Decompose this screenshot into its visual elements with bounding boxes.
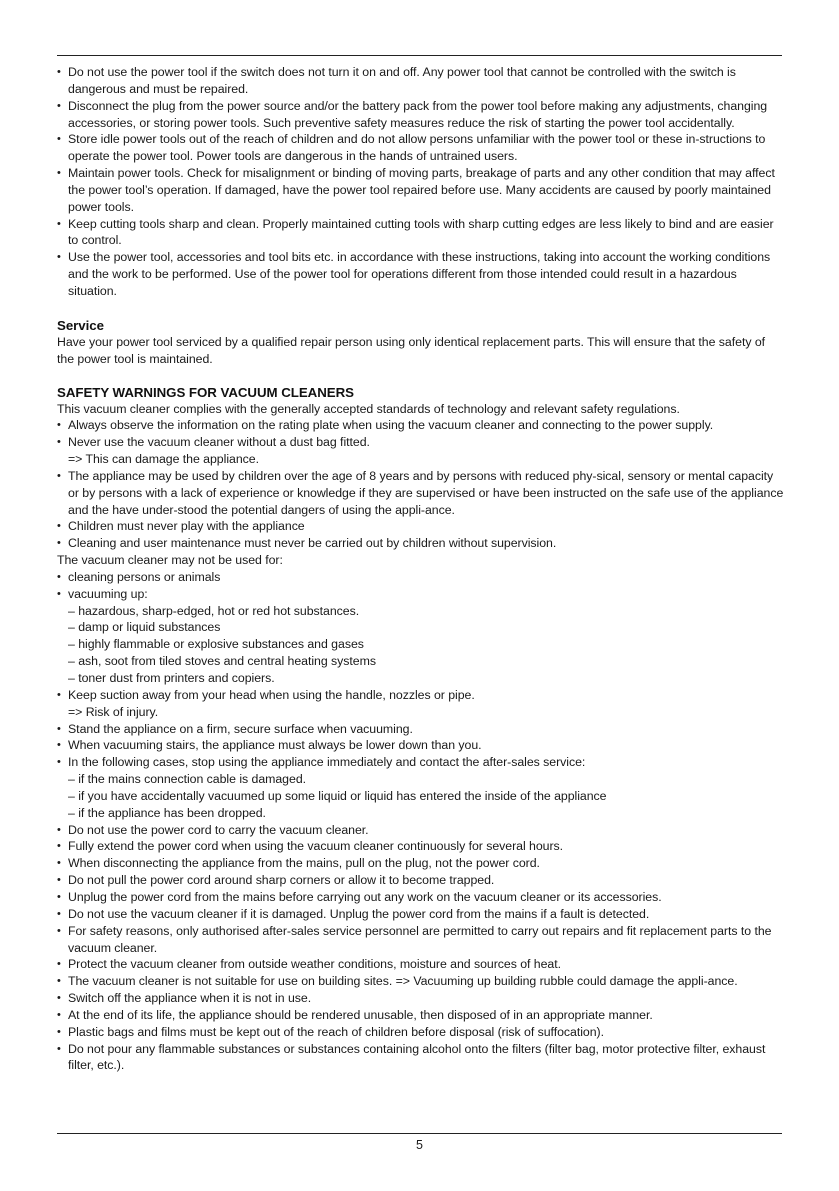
bullet-icon: • (57, 823, 61, 836)
bullet-icon: • (57, 469, 61, 482)
list-subitem: – if the mains connection cable is damaged. (68, 772, 307, 787)
list-item: • Unplug the power cord from the mains before carrying out any work on the vacuum cleaner or its accessories. (57, 889, 662, 904)
bullet-icon: • (57, 99, 61, 112)
bullet-icon: • (57, 924, 61, 937)
list-item: • The vacuum cleaner is not suitable for use on building sites. => Vacuuming up building rubble could damage the appli-ance. (57, 974, 738, 989)
list-item: • At the end of its life, the appliance should be rendered unusable, then disposed of in an appropriate manner. (57, 1007, 653, 1022)
vacuum-intro-paragraph: This vacuum cleaner complies with the generally accepted standards of technology and relevant safety regulations. (57, 401, 680, 416)
list-item: • In the following cases, stop using the appliance immediately and contact the after-sales service: (57, 755, 586, 770)
list-subitem: – if the appliance has been dropped. (68, 805, 266, 820)
list-subitem: – toner dust from printers and copiers. (68, 671, 275, 685)
list-item: • Never use the vacuum cleaner without a dust bag fitted. (57, 435, 370, 450)
bullet-icon: • (57, 1025, 61, 1038)
list-subitem: – hazardous, sharp-edged, hot or red hot substances. (68, 603, 360, 618)
list-item: • vacuuming up: (57, 586, 148, 601)
list-item: • Children must never play with the appliance (57, 519, 305, 534)
bullet-icon: • (57, 722, 61, 735)
bullet-icon: • (57, 133, 61, 146)
list-item: • cleaning persons or animals (57, 569, 221, 584)
list-item: • Do not use the power tool if the switch does not turn it on and off. Any power tool that cannot be controlled with the switch is dangerous and must be repaired. (57, 65, 736, 96)
vacuum-restrictions-list (57, 569, 785, 1074)
bullet-icon: • (57, 874, 61, 887)
bullet-icon: • (57, 992, 61, 1005)
bullet-icon: • (57, 756, 61, 769)
power-tool-safety-list (57, 64, 785, 300)
top-divider (57, 55, 782, 56)
list-subitem: – if you have accidentally vacuumed up some liquid or liquid has entered the inside of the appliance (68, 788, 607, 803)
bullet-icon: • (57, 537, 61, 550)
bullet-icon: • (57, 975, 61, 988)
list-item: • Do not pour any flammable substances or substances containing alcohol onto the filters (filter bag, motor protective filter, exhaust filter, etc.). (57, 1041, 766, 1073)
bullet-icon: • (57, 1042, 61, 1055)
list-item: • Protect the vacuum cleaner from outside weather conditions, moisture and sources of heat. (57, 957, 561, 972)
list-item: • Plastic bags and films must be kept out of the reach of children before disposal (risk of suffocation). (57, 1024, 604, 1039)
service-heading: Service (57, 317, 104, 333)
list-item: • Keep suction away from your head when using the handle, nozzles or pipe. (57, 687, 475, 702)
service-paragraph: Have your power tool serviced by a qualified repair person using only identical replacement parts. This will ensure that the safety of the power tool is maintained. (57, 334, 766, 366)
vacuum-safety-list (57, 417, 785, 552)
bullet-icon: • (57, 419, 61, 432)
list-subitem: => This can damage the appliance. (68, 452, 259, 467)
list-item: • Always observe the information on the rating plate when using the vacuum cleaner and connecting to the power supply. (57, 418, 714, 433)
bullet-icon: • (57, 857, 61, 870)
bullet-icon: • (57, 570, 61, 583)
bullet-icon: • (57, 217, 61, 230)
list-item: • Maintain power tools. Check for misalignment or binding of moving parts, breakage of parts and any other condition that may affect the power tool’s operation. If damaged, have the power tool repaired before use. Many accidents are caused by poorly maintained power tools. (57, 166, 775, 214)
list-item: • Do not pull the power cord around sharp corners or allow it to become trapped. (57, 873, 495, 888)
bullet-icon: • (57, 587, 61, 600)
list-item: • Disconnect the plug from the power source and/or the battery pack from the power tool before making any adjustments, changing accessories, or storing power tools. Such preventive safety measures reduce the risk of starting the power tool accidentally. (57, 98, 768, 130)
list-subitem: – highly flammable or explosive substances and gases (68, 637, 364, 652)
list-item: • Do not use the vacuum cleaner if it is damaged. Unplug the power cord from the mains if a fault is detected. (57, 906, 650, 921)
bullet-icon: • (57, 688, 61, 701)
list-item: • When disconnecting the appliance from the mains, pull on the plug, not the power cord. (57, 856, 540, 871)
list-item: • Use the power tool, accessories and tool bits etc. in accordance with these instructions, taking into account the working conditions and the work to be performed. Use of the power tool for operations different from those intended could result in a hazardous situation. (57, 250, 771, 298)
list-item: • Switch off the appliance when it is not in use. (57, 991, 312, 1006)
bullet-icon: • (57, 436, 61, 449)
bullet-icon: • (57, 958, 61, 971)
vacuum-safety-heading: SAFETY WARNINGS FOR VACUUM CLEANERS (57, 384, 354, 400)
bullet-icon: • (57, 66, 61, 78)
list-subitem: => Risk of injury. (68, 704, 159, 719)
list-item: • Do not use the power cord to carry the vacuum cleaner. (57, 822, 369, 837)
bullet-icon: • (57, 890, 61, 903)
list-item: • Keep cutting tools sharp and clean. Properly maintained cutting tools with sharp cutting edges are less likely to bind and are easier to control. (57, 216, 774, 248)
list-item: • When vacuuming stairs, the appliance must always be lower down than you. (57, 738, 482, 753)
list-subitem: – ash, soot from tiled stoves and central heating systems (68, 654, 376, 669)
bullet-icon: • (57, 520, 61, 533)
page-content (57, 64, 785, 1074)
bullet-icon: • (57, 739, 61, 752)
list-subitem: – damp or liquid substances (68, 620, 221, 635)
page-number: 5 (416, 1138, 423, 1152)
bottom-divider (57, 1133, 782, 1134)
list-item: • Fully extend the power cord when using the vacuum cleaner continuously for several hours. (57, 839, 564, 854)
list-item: • Cleaning and user maintenance must never be carried out by children without supervision. (57, 536, 557, 551)
list-item: • Store idle power tools out of the reach of children and do not allow persons unfamiliar with the power tool or these in-structions to operate the power tool. Power tools are dangerous in the hands of untrained users. (57, 132, 766, 164)
bullet-icon: • (57, 167, 61, 180)
list-item: • Stand the appliance on a firm, secure surface when vacuuming. (57, 721, 413, 736)
bullet-icon: • (57, 251, 61, 264)
bullet-icon: • (57, 1008, 61, 1021)
list-item: • For safety reasons, only authorised after-sales service personnel are permitted to carry out repairs and fit replacement parts to the vacuum cleaner. (57, 923, 772, 955)
list-item: • The appliance may be used by children over the age of 8 years and by persons with reduced phy-sical, sensory or mental capacity or by persons with a lack of experience or knowledge if they are supervised or have been instructed on the safe use of the appliance and the have under-stood the potential dangers of using the appli-ance. (57, 468, 784, 517)
not-used-for-intro: The vacuum cleaner may not be used for: (57, 553, 283, 568)
bullet-icon: • (57, 840, 61, 853)
bullet-icon: • (57, 907, 61, 920)
